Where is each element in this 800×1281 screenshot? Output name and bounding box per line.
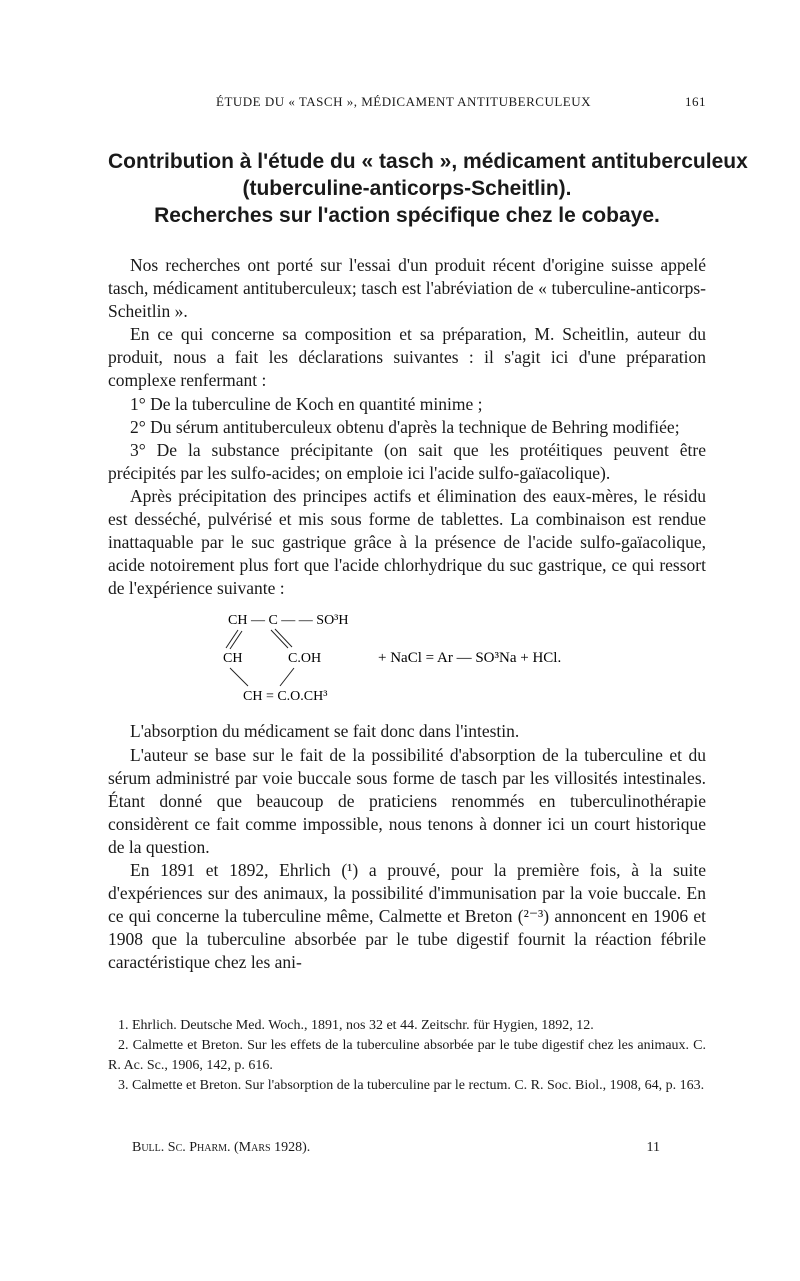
list-item-3: 3° De la substance précipitante (on sait que les protéitiques peuvent être précipités par les sulfo-acides; on emploie ici l'acide sulfo-gaïacolique). (108, 439, 706, 483)
paragraph-intro: Nos recherches ont porté sur l'essai d'un produit récent d'origine suisse appelé tasch, médicament antituberculeux; tasch est l'abréviation de « tuberculine-anticorps-Scheitlin ». (108, 255, 706, 322)
formula-middle: C.OH (288, 651, 322, 667)
chemical-formula (108, 604, 706, 714)
paragraph-absorption: L'absorption du médicament se fait donc dans l'intestin. (130, 721, 520, 742)
paragraph-history: En 1891 et 1892, Ehrlich (¹) a prouvé, pour la première fois, à la suite d'expériences sur des animaux, la possibilité d'immunisation par la voie buccale. En ce qui concerne la tuberculine même, Calmette et Breton (²⁻³) annoncent en 1906 et 1908 que la tuberculine absorbée par le tube digestif fournit la réaction fébrile caractéristique chez les ani- (108, 859, 706, 973)
formula-reaction: + NaCl = Ar — SO³Na + HCl. (378, 650, 562, 667)
paragraph-preparation: Après précipitation des principes actifs et élimination des eaux-mères, le résidu est desséché, pulvérisé et mis sous forme de tablettes. La combinaison est rendue inattaquable par le suc gastrique grâce à la présence de l'acide sulfo-gaïacolique, acide notoirement plus fort que l'acide chlorhydrique du suc gastrique, ce qui ressort de l'expérience suivante : (108, 485, 706, 599)
title-line-1: Contribution à l'étude du « tasch », médicament antituberculeux (108, 150, 748, 173)
footnote-3: 3. Calmette et Breton. Sur l'absorption de la tuberculine par le rectum. C. R. Soc. Biol., 1908, 64, p. 163. (118, 1078, 705, 1093)
journal-citation: Bull. Sc. Pharm. (Mars 1928). (132, 1140, 311, 1155)
formula-top: CH — C — — SO³H (228, 613, 349, 629)
running-head (108, 94, 706, 114)
footnote-2: 2. Calmette et Breton. Sur les effets de la tuberculine absorbée par le tube digestif chez les animaux. C. R. Ac. Sc., 1906, 142, p. 616. (108, 1038, 706, 1073)
bond-line (271, 630, 288, 648)
article-body (108, 254, 706, 974)
footnote-1: 1. Ehrlich. Deutsche Med. Woch., 1891, nos 32 et 44. Zeitschr. für Hygien, 1892, 12. (118, 1018, 594, 1033)
running-title: ÉTUDE DU « TASCH », MÉDICAMENT ANTITUBERCULEUX (216, 94, 591, 109)
formula-left: CH (223, 651, 243, 667)
page-number: 161 (685, 94, 706, 109)
title-line-3: Recherches sur l'action spécifique chez le cobaye. (154, 204, 660, 227)
paragraph-composition: En ce qui concerne sa composition et sa préparation, M. Scheitlin, auteur du produit, nous a fait les déclarations suivantes : il s'agit ici d'une préparation complexe renfermant : (108, 324, 706, 391)
bond-line (230, 668, 248, 686)
list-item-2: 2° Du sérum antituberculeux obtenu d'après la technique de Behring modifiée; (130, 416, 680, 437)
bond-line (275, 629, 292, 647)
formula-bottom: CH = C.O.CH³ (243, 689, 328, 705)
signature-number: 11 (646, 1140, 660, 1155)
bond-line (280, 668, 294, 686)
paragraph-author-basis: L'auteur se base sur le fait de la possibilité d'absorption de la tuberculine et du sérum administré par voie buccale sous forme de tasch par les villosités intestinales. Étant donné que beaucoup de praticiens renommés en tuberculinothérapie considèrent ce fait comme impossible, nous tenons à donner ici un court historique de la question. (108, 744, 706, 857)
footnotes (108, 1016, 706, 1096)
formula-diagram (108, 604, 706, 714)
title-line-2: (tuberculine-anticorps-Scheitlin). (242, 177, 572, 200)
article-title (108, 148, 748, 229)
list-item-1: 1° De la tuberculine de Koch en quantité minime ; (130, 393, 483, 414)
